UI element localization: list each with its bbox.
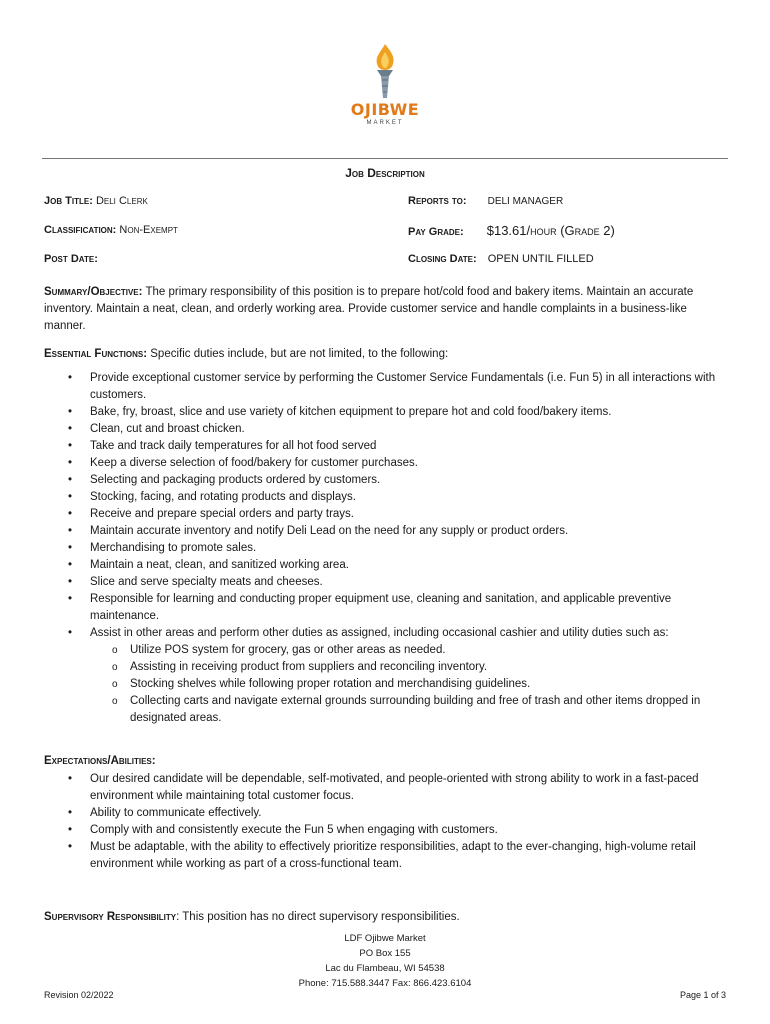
list-item: • Comply with and consistently execute the Fun 5 when engaging with customers. [44,822,728,839]
list-item [44,625,728,727]
torch-icon [365,42,405,100]
sub-list-item: o Collecting carts and navigate external grounds surrounding building and free of trash and other items dropped in designated areas. [90,693,728,727]
expectations-heading [44,753,724,770]
list-item-text: Assist in other areas and perform other duties as assigned, including occasional cashier and utility duties such as: [90,627,669,639]
list-item: • Bake, fry, broast, slice and use variety of kitchen equipment to prepare hot and cold food/bakery items. [44,404,728,421]
job-title-value: Deli Clerk [95,195,148,207]
post-date-label: Post Date: [44,253,98,265]
closing-date-label: Closing Date: [408,253,477,265]
list-item: • Ability to communicate effectively. [44,805,728,822]
list-item: • Our desired candidate will be dependable, self-motivated, and people-oriented with strong ability to work in a fast-paced environment while maintaining total customer focus. [44,771,728,805]
classification-value: Non-Exempt [119,224,178,236]
pay-grade-value: $13.61/hour (Grade 2) [486,223,615,238]
footer-line-1: LDF Ojibwe Market [344,933,426,944]
list-item: • Maintain accurate inventory and notify Deli Lead on the need for any supply or product orders. [44,523,728,540]
revision-date: Revision 02/2022 [44,990,114,1000]
supervisory-section [44,909,724,926]
ojibwe-market-logo [335,42,435,132]
pay-grade-label: Pay Grade: [408,226,464,238]
list-item: • Responsible for learning and conducting proper equipment use, cleaning and sanitation, and applicable preventive maintenance. [44,591,728,625]
list-item: • Clean, cut and broast chicken. [44,421,728,438]
summary-label: Summary/Objective: [44,286,143,298]
list-item: • Selecting and packaging products ordered by customers. [44,472,728,489]
sub-list-item: o Stocking shelves while following proper rotation and merchandising guidelines. [90,676,728,693]
reports-to-value: DELI MANAGER [487,196,564,207]
list-item: • Receive and prepare special orders and party trays. [44,506,728,523]
essential-functions-heading [44,346,724,363]
job-title-label: Job Title: [44,195,93,207]
essential-intro: Specific duties include, but are not limited, to the following: [150,348,449,360]
footer-line-4: Phone: 715.588.3447 Fax: 866.423.6104 [298,978,472,989]
list-item: • Merchandising to promote sales. [44,540,728,557]
list-item: • Take and track daily temperatures for all hot food served [44,438,728,455]
summary-section [44,284,724,335]
page-number: Page 1 of 3 [679,990,726,1000]
footer-address [0,931,770,991]
post-date-field [44,253,98,265]
essential-functions-list [44,370,728,727]
list-item: • Provide exceptional customer service by performing the Customer Service Fundamentals (i.e. Fun 5) in all interactions with customers. [44,370,728,404]
reports-to-field [408,195,563,207]
closing-date-value: OPEN UNTIL FILLED [487,253,594,265]
sub-list [90,642,728,727]
supervisory-label: Supervisory Responsibility [44,911,177,923]
list-item: • Slice and serve specialty meats and cheeses. [44,574,728,591]
document-title: Job Description [345,166,425,180]
sub-list-item: o Assisting in receiving product from suppliers and reconciling inventory. [90,659,728,676]
list-item: • Keep a diverse selection of food/bakery for customer purchases. [44,455,728,472]
list-item: • Maintain a neat, clean, and sanitized working area. [44,557,728,574]
classification-label: Classification: [44,224,117,236]
logo-wordmark: OJIBWE [350,100,420,119]
supervisory-text: : This position has no direct supervisory responsibilities. [176,911,460,923]
expectations-list [44,771,728,873]
footer-line-2: PO Box 155 [359,948,411,959]
pay-grade-field [408,223,615,238]
job-title-field [44,195,148,207]
sub-list-item: o Utilize POS system for grocery, gas or other areas as needed. [90,642,728,659]
list-item: • Stocking, facing, and rotating products and displays. [44,489,728,506]
summary-text: The primary responsibility of this position is to prepare hot/cold food and bakery items. Maintain an accurate inventory. Maintain a neat, clean, and orderly working area. Provide customer service and handle complaints in a business-like manner. [44,286,694,332]
closing-date-field [408,253,594,265]
header-rule [42,158,728,159]
logo-subtitle: MARKET [366,120,404,126]
essential-label: Essential Functions: [44,348,148,360]
reports-to-label: Reports to: [408,195,467,207]
footer-line-3: Lac du Flambeau, WI 54538 [325,963,445,974]
classification-field [44,224,178,236]
list-item: • Must be adaptable, with the ability to effectively prioritize responsibilities, adapt to the ever-changing, high-volume retail environment while working as part of a cross-functional team. [44,839,728,873]
expectations-label: Expectations/Abilities: [44,755,156,767]
